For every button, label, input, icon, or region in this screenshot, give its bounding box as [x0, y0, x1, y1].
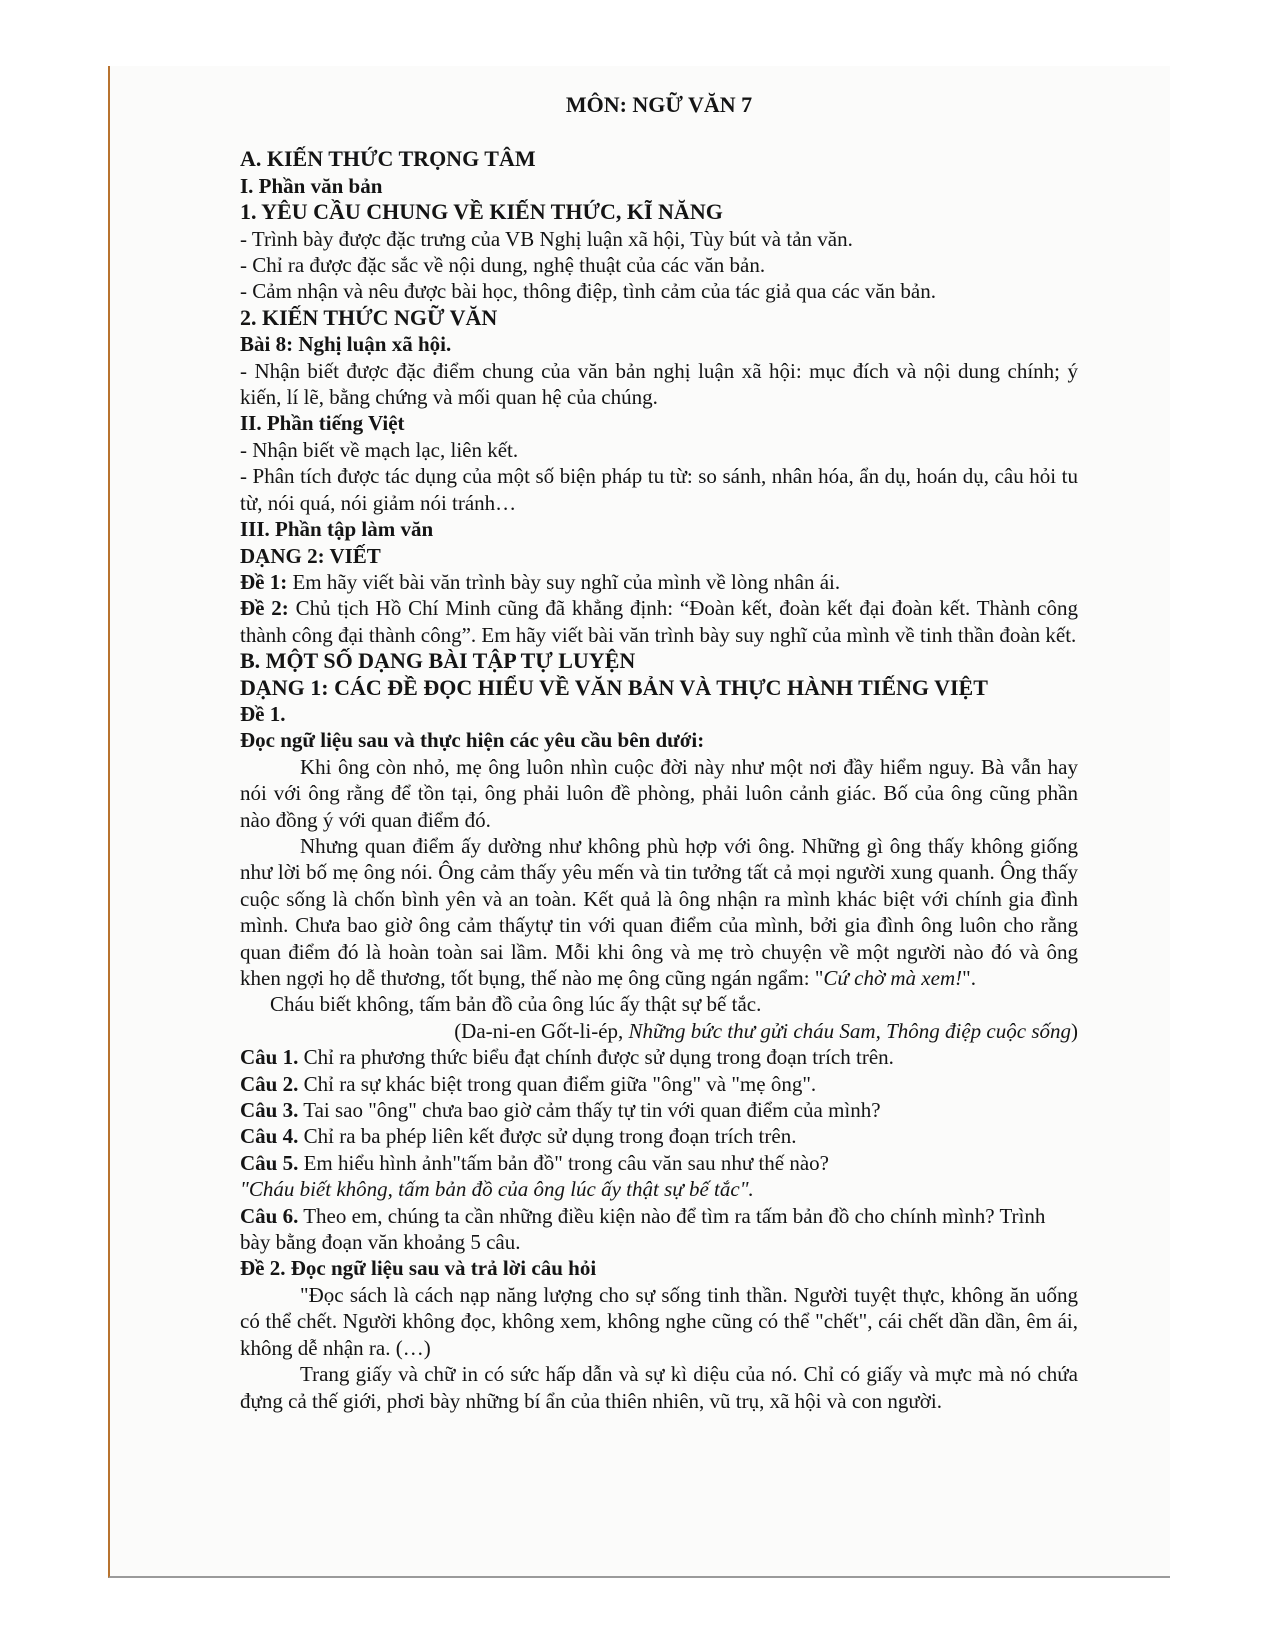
question-6-text: Theo em, chúng ta cần những điều kiện nào để tìm ra tấm bản đồ cho chính mình? Trình bày bằng đoạn văn khoảng 5 câu.	[240, 1203, 1046, 1255]
question-5-quote: "Cháu biết không, tấm bản đồ của ông lúc ấy thật sự bế tắc".	[240, 1177, 754, 1202]
exercise-2-heading: Đề 2. Đọc ngữ liệu sau và trả lời câu hỏi	[240, 1256, 597, 1281]
essay-topic-2	[240, 595, 1078, 648]
lesson-8-heading: Bài 8: Nghị luận xã hội.	[240, 332, 452, 357]
lesson-8-text: - Nhận biết được đặc điểm chung của văn bản nghị luận xã hội: mục đích và nội dung chính; ý kiến, lí lẽ, bằng chứng và mối quan hệ của chúng.	[240, 358, 1078, 410]
question-4-label: Câu 4.	[240, 1124, 299, 1149]
question-4	[240, 1123, 1078, 1149]
question-2-text: Chỉ ra sự khác biệt trong quan điểm giữa "ông" và "mẹ ông".	[298, 1071, 817, 1096]
question-5-text: Em hiểu hình ảnh"tấm bản đồ" trong câu văn sau như thế nào?	[298, 1150, 829, 1175]
question-6-label: Câu 6.	[240, 1203, 299, 1228]
question-2	[240, 1071, 1078, 1097]
essay-topic-2-label: Đề 2:	[240, 596, 289, 621]
page-title: MÔN: NGỮ VĂN 7	[565, 92, 753, 117]
question-5	[240, 1150, 1078, 1176]
question-1	[240, 1044, 1078, 1070]
document-body	[240, 92, 1078, 1414]
exercise-1-instruction: Đọc ngữ liệu sau và thực hiện các yêu cầu bên dưới:	[240, 728, 705, 753]
vietnamese-item-1: - Nhận biết về mạch lạc, liên kết.	[240, 437, 519, 462]
citation-author: (Da-ni-en Gốt-li-ép,	[454, 1018, 629, 1043]
part-1-heading: I. Phần văn bản	[240, 173, 383, 198]
essay-topic-2-text: Chủ tịch Hồ Chí Minh cũng đã khẳng định: “Đoàn kết, đoàn kết đại đoàn kết. Thành công thành công đại thành công”. Em hãy viết bài văn trình bày suy nghĩ của mình về tinh thần đoàn kết.	[240, 596, 1078, 647]
essay-topic-1-text: Em hãy viết bài văn trình bày suy nghĩ của mình về lòng nhân ái.	[287, 569, 841, 594]
requirement-1: - Trình bày được đặc trưng của VB Nghị luận xã hội, Tùy bút và tản văn.	[240, 226, 853, 251]
section-b-heading: B. MỘT SỐ DẠNG BÀI TẬP TỰ LUYỆN	[240, 648, 636, 674]
question-1-label: Câu 1.	[240, 1045, 299, 1070]
exercise-1-heading: Đề 1.	[240, 701, 286, 726]
essay-topic-1	[240, 569, 1078, 595]
question-5-label: Câu 5.	[240, 1150, 299, 1175]
question-2-label: Câu 2.	[240, 1071, 299, 1096]
passage-1-citation	[240, 1018, 1078, 1044]
passage-2-paragraph-1: "Đọc sách là cách nạp năng lượng cho sự sống tinh thần. Người tuyệt thực, không ăn uống có thể chết. Người không đọc, không xem, không nghe cũng có thể "chết", cái chết dần dần, êm ái, không dễ nhận ra. (…)	[240, 1282, 1078, 1360]
requirement-3: - Cảm nhận và nêu được bài học, thông điệp, tình cảm của tác giả qua các văn bản.	[240, 279, 936, 304]
part-3-heading: III. Phần tập làm văn	[240, 517, 434, 542]
vietnamese-item-2: - Phân tích được tác dụng của một số biện pháp tu từ: so sánh, nhân hóa, ẩn dụ, hoán dụ, câu hỏi tu từ, nói quá, nói giảm nói tránh…	[240, 464, 1078, 515]
part-2-heading: II. Phần tiếng Việt	[240, 411, 405, 436]
question-4-text: Chỉ ra ba phép liên kết được sử dụng trong đoạn trích trên.	[298, 1124, 797, 1149]
question-3	[240, 1097, 1078, 1123]
question-1-text: Chỉ ra phương thức biểu đạt chính được sử dụng trong đoạn trích trên.	[298, 1045, 894, 1070]
passage-1-paragraph-3: Cháu biết không, tấm bản đồ của ông lúc ấy thật sự bế tắc.	[270, 992, 762, 1017]
passage-1-paragraph-2-text: Nhưng quan điểm ấy dường như không phù hợp với ông. Những gì ông thấy không giống như lời bố mẹ ông nói. Ông cảm thấy yêu mến và tin tưởng tất cả mọi người xung quanh. Ông thấy cuộc sống là chốn bình yên và an toàn. Kết quả là ông nhận ra mình khác biệt với chính gia đình mình. Chưa bao giờ ông cảm thấytự tin với quan điểm của mình, bởi gia đình ông luôn cho rằng quan điểm đó là hoàn toàn sai lầm. Mỗi khi ông và mẹ trò chuyện về một người nào đó và ông khen ngợi họ dễ thương, tốt bụng, thế nào mẹ ông cũng ngán ngẩm: "	[240, 833, 1078, 990]
passage-1-paragraph-2	[240, 833, 1078, 991]
citation-work: Những bức thư gửi cháu Sam, Thông điệp cuộc sống	[628, 1018, 1071, 1043]
passage-1-quote-end: ".	[962, 966, 976, 990]
question-3-text: Tai sao "ông" chưa bao giờ cảm thấy tự tin với quan điểm của mình?	[298, 1098, 881, 1123]
passage-1-paragraph-1: Khi ông còn nhỏ, mẹ ông luôn nhìn cuộc đời này như một nơi đầy hiểm nguy. Bà vẫn hay nói với ông rằng để tồn tại, ông phải luôn đề phòng, phải luôn cảnh giác. Bố của ông cũng phần nào đồng ý với quan điểm đó.	[240, 754, 1078, 832]
knowledge-heading: 2. KIẾN THỨC NGỮ VĂN	[240, 304, 498, 330]
question-3-label: Câu 3.	[240, 1098, 299, 1123]
passage-2-paragraph-2: Trang giấy và chữ in có sức hấp dẫn và sự kì diệu của nó. Chỉ có giấy và mực mà nó chứa đựng cả thế giới, phơi bày những bí ẩn của thiên nhiên, vũ trụ, xã hội và con người.	[240, 1362, 1078, 1413]
requirement-2: - Chỉ ra được đặc sắc về nội dung, nghệ thuật của các văn bản.	[240, 253, 766, 278]
section-a-heading: A. KIẾN THỨC TRỌNG TÂM	[240, 146, 536, 172]
citation-end: )	[1071, 1018, 1078, 1043]
passage-1-quote: Cứ chờ mà xem!	[823, 966, 963, 990]
requirements-heading: 1. YÊU CẦU CHUNG VỀ KIẾN THỨC, KĨ NĂNG	[240, 199, 723, 225]
type-2-heading: DẠNG 2: VIẾT	[240, 543, 381, 568]
essay-topic-1-label: Đề 1:	[240, 569, 288, 594]
question-6	[240, 1203, 1078, 1256]
type-1-heading: DẠNG 1: CÁC ĐỀ ĐỌC HIỂU VỀ VĂN BẢN VÀ THỰC HÀNH TIẾNG VIỆT	[240, 674, 988, 700]
